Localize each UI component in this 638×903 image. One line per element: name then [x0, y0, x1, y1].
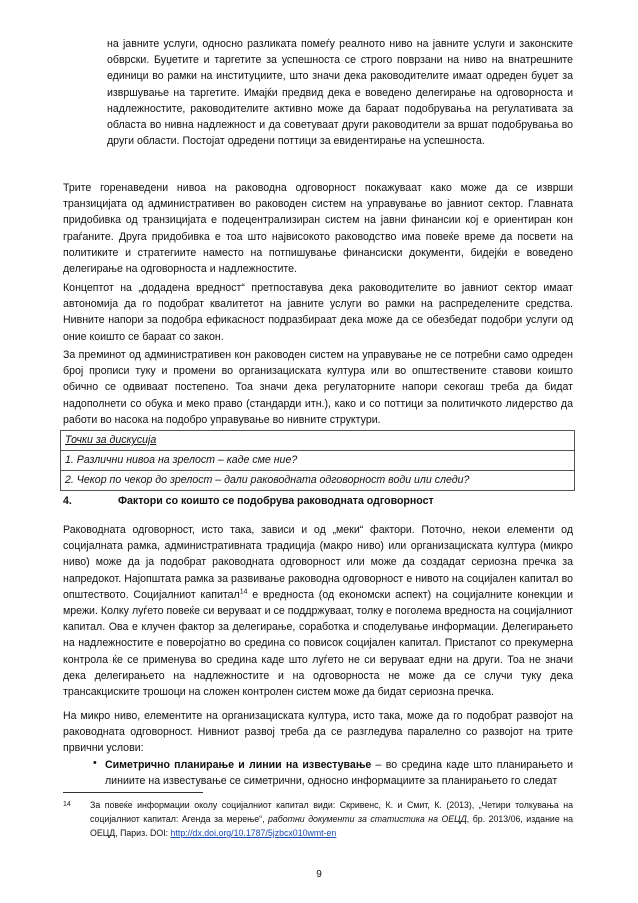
footnote-text-part: За повеќе информации околу социјалниот капитал види: Скривенс, К. и Смит, К. (2013), „Четири толкувања на социјалниот капитал: Агенда за мерење“,: [90, 800, 573, 824]
section-title: Фактори со коишто се подобрува раководната одговорност: [118, 495, 434, 507]
discussion-item: 2. Чекор по чекор до зрелост – дали раководната одговорност води или следи?: [61, 470, 574, 490]
discussion-box: [60, 430, 575, 491]
paragraph-4-part-b: е вредноста (од економски аспект) на социјалните конекции и мрежи. Колку луѓето повеќе си веруваат и се поддржуваат, толку е поголема вредноста на социјалниот капитал. Ова е клучен фактор за делегирање, соработка и споделување информации. Делегирањето на надлежностите е поверојатно во средина со повисок социјален капитал. Пристапот со прекумерна контрола ќе се применува во средина каде што луѓето не си веруваат едни на други. Тоа не значи дека делегирањето на надлежностите и на одговорноста не може да се случи туку дека трансакциските трошоци на сложен контролен систем може да бидат сериозна пречка.: [63, 588, 573, 699]
indented-paragraph: [107, 36, 573, 149]
footnote-reference[interactable]: 14: [239, 588, 248, 596]
footnote-link[interactable]: http://dx.doi.org/10.1787/5jzbcx010wmt-en: [170, 828, 337, 838]
paragraph-4: [63, 522, 573, 700]
bullet-item: [93, 757, 573, 789]
footnote-text: [90, 798, 573, 840]
paragraph-5: [63, 708, 573, 757]
page-number: 9: [316, 869, 322, 880]
indented-paragraph-text: на јавните услуги, односно разликата помеѓу реалното ниво на јавните услуги и законските обврски. Буџетите и таргетите за успешноста се строго поврзани на ниво на внатрешните единици во рамки на институциите, што значи дека раководителите имаат одреден буџет за извршување на таргетите. Имајќи предвид дека е воведено делегирање на одговорноста и надлежностите, раководителите активно може да бараат подобрувања на регулативата за областа во нивна надлежност и да советуваат други раководители за вршат подобрувања во други области. Постојат одредени поттици за евидентирање на успешноста.: [107, 38, 573, 148]
section-heading: [63, 495, 434, 507]
paragraph-1: [63, 180, 573, 277]
paragraph-4-part-a: Раководната одговорност, исто така, зависи и од „меки“ фактори. Поточно, некои елементи од социјалната рамка, административната традиција (макро ниво) или организациската култура (микро ниво) може да ја подобрат раководната одговорност или може да создадат сериозна пречка за напредокот. Најопштата рамка за развивање раководна одговорност е нивото на социјален капитал во општеството. Социјалниот капитал: [63, 524, 573, 601]
discussion-item: 1. Различни нивоа на зрелост – каде сме ние?: [61, 450, 574, 470]
bullet-text: [105, 757, 573, 789]
bullet-rest: – во средина каде што планирањето и линиите на известување се симетрични, односно информациите за планирањето го следат: [105, 759, 573, 788]
discussion-title: Точки за дискусија: [65, 434, 157, 446]
paragraph-2: [63, 280, 573, 345]
paragraph-3: [63, 347, 573, 428]
footnote-italic: работни документи за статистика на ОЕЦД: [268, 814, 467, 824]
paragraph-4-text: [63, 522, 573, 700]
paragraph-1-text: Трите горенаведени нивоа на раководна одговорност покажуваат како може да се изврши транзицијата од административен во раководен систем на управување во јавниот сектор. Главната придобивка од транзицијата е подецентрализиран систем на јавни финансии кој е ориентиран кон граѓаните. Друга придобивка е тоа што највисокото раководство има повеќе време да посвети на политиките и стратегиите наместо на потпишување финансиски документи, бидејќи е воведено делегирање на одговорноста и надлежностите.: [63, 182, 573, 276]
footnote-mark: 14: [63, 801, 71, 808]
paragraph-3-text: За преминот од административен кон раководен систем на управување не се потребни само одреден број прописи туку и промени во организациската култура или во општествените ставови коишто обично се одвиваат постепено. Тоа значи дека регулаторните напори секогаш треба да бидат надополнети со обука и меко право (стандарди итн.), како и со поттици за политичкото лидерство да работи во насока на подобро управување во нивните структури.: [63, 349, 573, 426]
bullet-bold: Симетрично планирање и линии на известување: [105, 759, 372, 771]
paragraph-2-text: Концептот на „додадена вредност“ претпоставува дека раководителите во јавниот сектор имаат автономија да го подобрат квалитетот на јавните услуги во рамки на распределените средства. Нивните напори за подобра ефикасност подразбираат дека може да се обезбедат подобри услуги од оние коишто се бараат со закон.: [63, 282, 573, 343]
footnote-divider: [63, 792, 203, 793]
section-number: 4.: [63, 495, 72, 507]
paragraph-5-text: На микро ниво, елементите на организациската култура, исто така, може да го подобрат развојот на раководната одговорност. Нивниот развој треба да се разгледува паралелно со развојот на трите првични услови:: [63, 710, 573, 755]
footnote-text-part: , бр. 2013/06, издание на ОЕЦД, Париз. DOI:: [90, 814, 573, 838]
bullet-icon: •: [93, 757, 97, 769]
